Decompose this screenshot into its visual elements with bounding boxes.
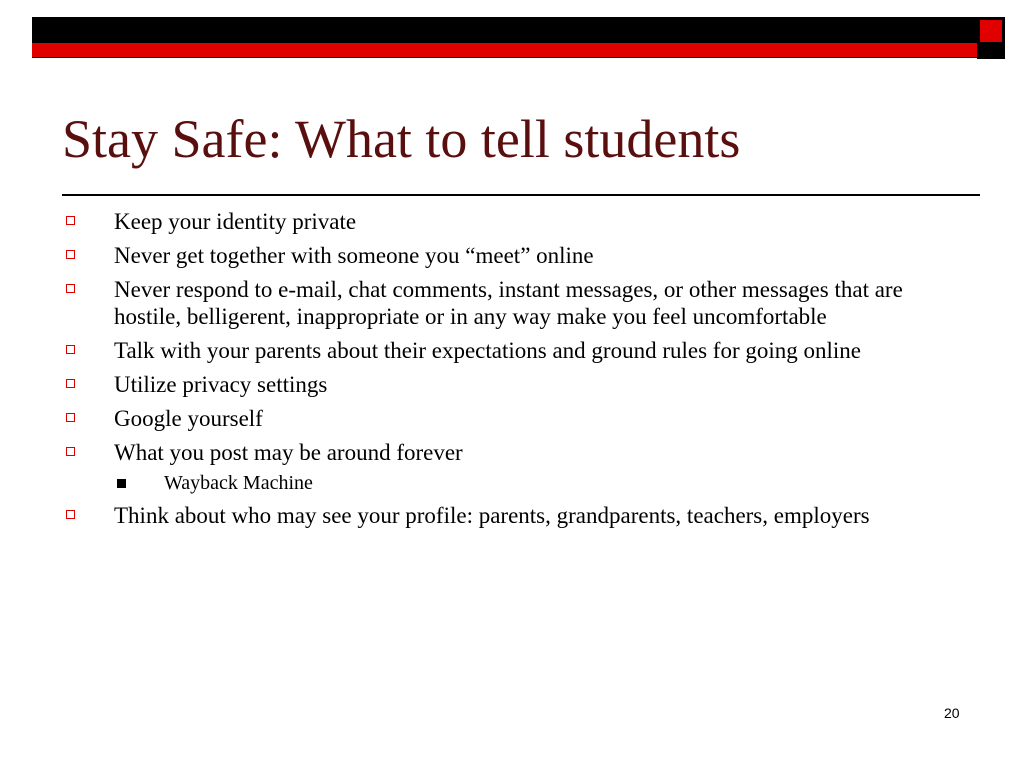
bullet-item	[60, 502, 970, 529]
bullet-item	[60, 439, 970, 466]
title-divider	[62, 194, 980, 196]
bullet-item	[60, 405, 970, 432]
sub-bullet-text: Wayback Machine	[164, 472, 313, 494]
hollow-square-bullet-icon	[66, 447, 75, 456]
bullet-text: Keep your identity private	[114, 209, 357, 234]
hollow-square-bullet-icon	[66, 284, 75, 293]
bullet-text: Utilize privacy settings	[114, 372, 328, 397]
hollow-square-bullet-icon	[66, 413, 75, 422]
page-number: 20	[944, 705, 960, 721]
bullet-text: Never respond to e-mail, chat comments, instant messages, or other messages that are hostile, belligerent, inappropriate or in any way make you feel uncomfortable	[114, 277, 903, 329]
bullet-item	[60, 276, 970, 330]
header-bar-black	[32, 17, 977, 43]
hollow-square-bullet-icon	[66, 345, 75, 354]
bullet-text: Think about who may see your profile: parents, grandparents, teachers, employers	[114, 503, 870, 528]
filled-square-bullet-icon	[117, 479, 126, 488]
bullet-item	[60, 208, 970, 235]
sub-bullet-item	[60, 471, 970, 495]
bullet-item	[60, 242, 970, 269]
bullet-text: Talk with your parents about their expectations and ground rules for going online	[114, 338, 861, 363]
bullet-item	[60, 337, 970, 364]
hollow-square-bullet-icon	[66, 379, 75, 388]
bullet-list	[60, 208, 970, 536]
bullet-text: Never get together with someone you “meet” online	[114, 243, 594, 268]
slide-title: Stay Safe: What to tell students	[62, 109, 741, 169]
hollow-square-bullet-icon	[66, 510, 75, 519]
header-corner-square	[980, 20, 1002, 42]
bullet-item	[60, 371, 970, 398]
hollow-square-bullet-icon	[66, 216, 75, 225]
bullet-text: What you post may be around forever	[114, 440, 463, 465]
header-bar-red	[32, 43, 977, 58]
hollow-square-bullet-icon	[66, 250, 75, 259]
bullet-text: Google yourself	[114, 406, 263, 431]
